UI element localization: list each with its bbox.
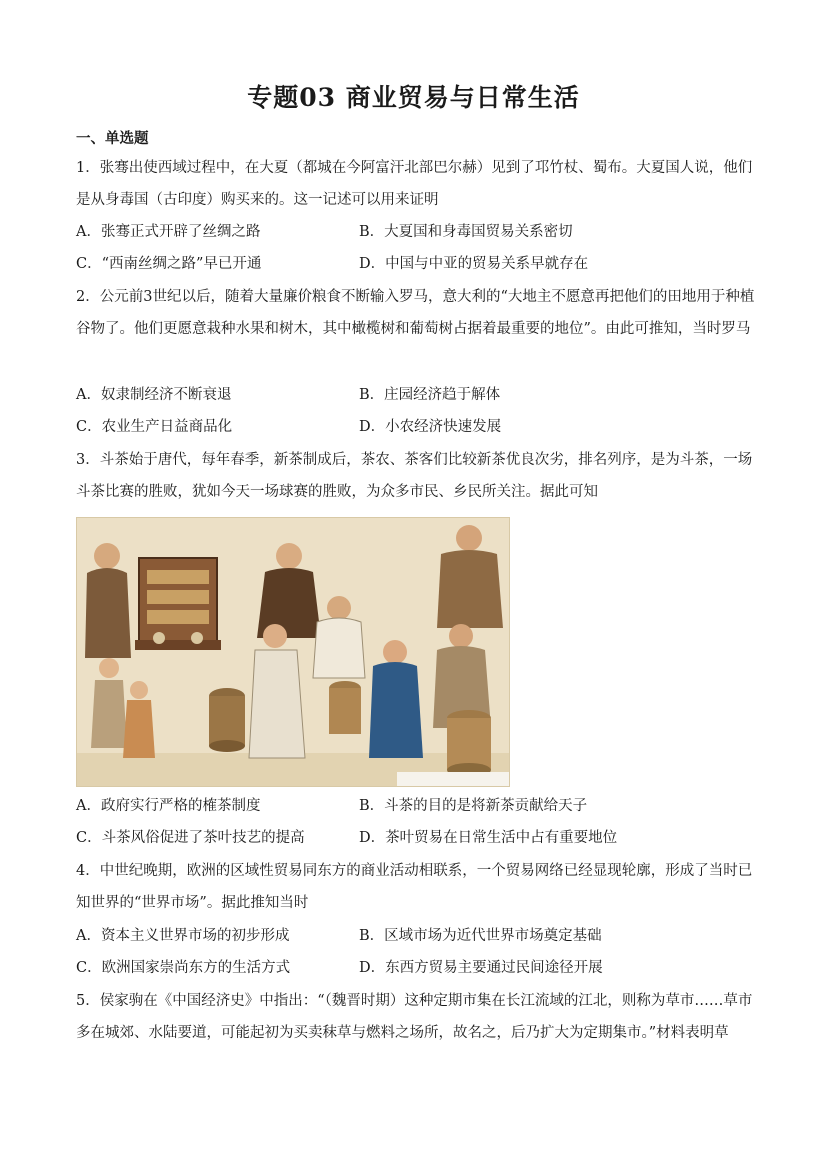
option-a: A．政府实行严格的榷茶制度 <box>76 798 261 814</box>
option-b: B．大夏国和身毒国贸易关系密切 <box>359 224 573 240</box>
options-row <box>76 822 756 854</box>
question-2 <box>76 281 756 345</box>
question-5 <box>76 985 756 1049</box>
options-row <box>76 248 756 280</box>
options-row <box>76 411 756 443</box>
question-stem: 5．侯家驹在《中国经济史》中指出：“（魏晋时期）这种定期市集在长江流域的江北，则称为草市……草市多在城郊、水陆要道，可能起初为买卖秣草与燃料之场所，故名之，后乃扩大为定期集市。”材料表明草 <box>76 993 753 1041</box>
option-a: A．奴隶制经济不断衰退 <box>76 387 232 403</box>
option-b: B．庄园经济趋于解体 <box>359 387 501 403</box>
option-d: D．小农经济快速发展 <box>359 419 502 435</box>
option-b: B．区域市场为近代世界市场奠定基础 <box>359 928 602 944</box>
option-d: D．茶叶贸易在日常生活中占有重要地位 <box>359 830 618 846</box>
painting-illustration <box>77 518 509 786</box>
tea-competition-painting <box>76 517 510 787</box>
section-heading: 一、单选题 <box>76 130 149 147</box>
options-row <box>76 379 756 411</box>
options-row <box>76 216 756 248</box>
option-c: C．农业生产日益商品化 <box>76 419 233 435</box>
option-a: A．资本主义世界市场的初步形成 <box>76 928 290 944</box>
page-title: 专题03 商业贸易与日常生活 <box>247 83 580 112</box>
tea-stall <box>135 558 221 650</box>
question-stem: 1．张骞出使西域过程中，在大夏（都城在今阿富汗北部巴尔赫）见到了邛竹杖、蜀布。大夏国人说，他们是从身毒国（古印度）购买来的。这一记述可以用来证明 <box>76 160 753 208</box>
option-b: B．斗茶的目的是将新茶贡献给天子 <box>359 798 588 814</box>
question-stem: 4．中世纪晚期，欧洲的区域性贸易同东方的商业活动相联系，一个贸易网络已经显现轮廓，形成了当时已知世界的“世界市场”。据此推知当时 <box>76 863 753 911</box>
options-row <box>76 920 756 952</box>
question-1 <box>76 152 756 216</box>
option-a: A．张骞正式开辟了丝绸之路 <box>76 224 261 240</box>
question-4 <box>76 855 756 919</box>
question-stem: 3．斗茶始于唐代，每年春季，新茶制成后，茶农、茶客们比较新茶优良次劣，排名列序，是为斗茶，一场斗茶比赛的胜败，犹如今天一场球赛的胜败，为众多市民、乡民所关注。据此可知 <box>76 452 753 500</box>
option-c: C．欧洲国家崇尚东方的生活方式 <box>76 960 291 976</box>
options-row <box>76 952 756 984</box>
question-stem: 2．公元前3世纪以后，随着大量廉价粮食不断输入罗马，意大利的“大地主不愿意再把他们的田地用于种植谷物了。他们更愿意栽种水果和树木，其中橄榄树和葡萄树占据着最重要的地位”。由此可推知，当时罗马 <box>76 289 755 337</box>
options-row <box>76 790 756 822</box>
option-d: D．中国与中亚的贸易关系早就存在 <box>359 256 589 272</box>
question-3 <box>76 444 756 508</box>
option-c: C．斗茶风俗促进了茶叶技艺的提高 <box>76 830 305 846</box>
option-c: C．“西南丝绸之路”早已开通 <box>76 256 262 272</box>
option-d: D．东西方贸易主要通过民间途径开展 <box>359 960 603 976</box>
